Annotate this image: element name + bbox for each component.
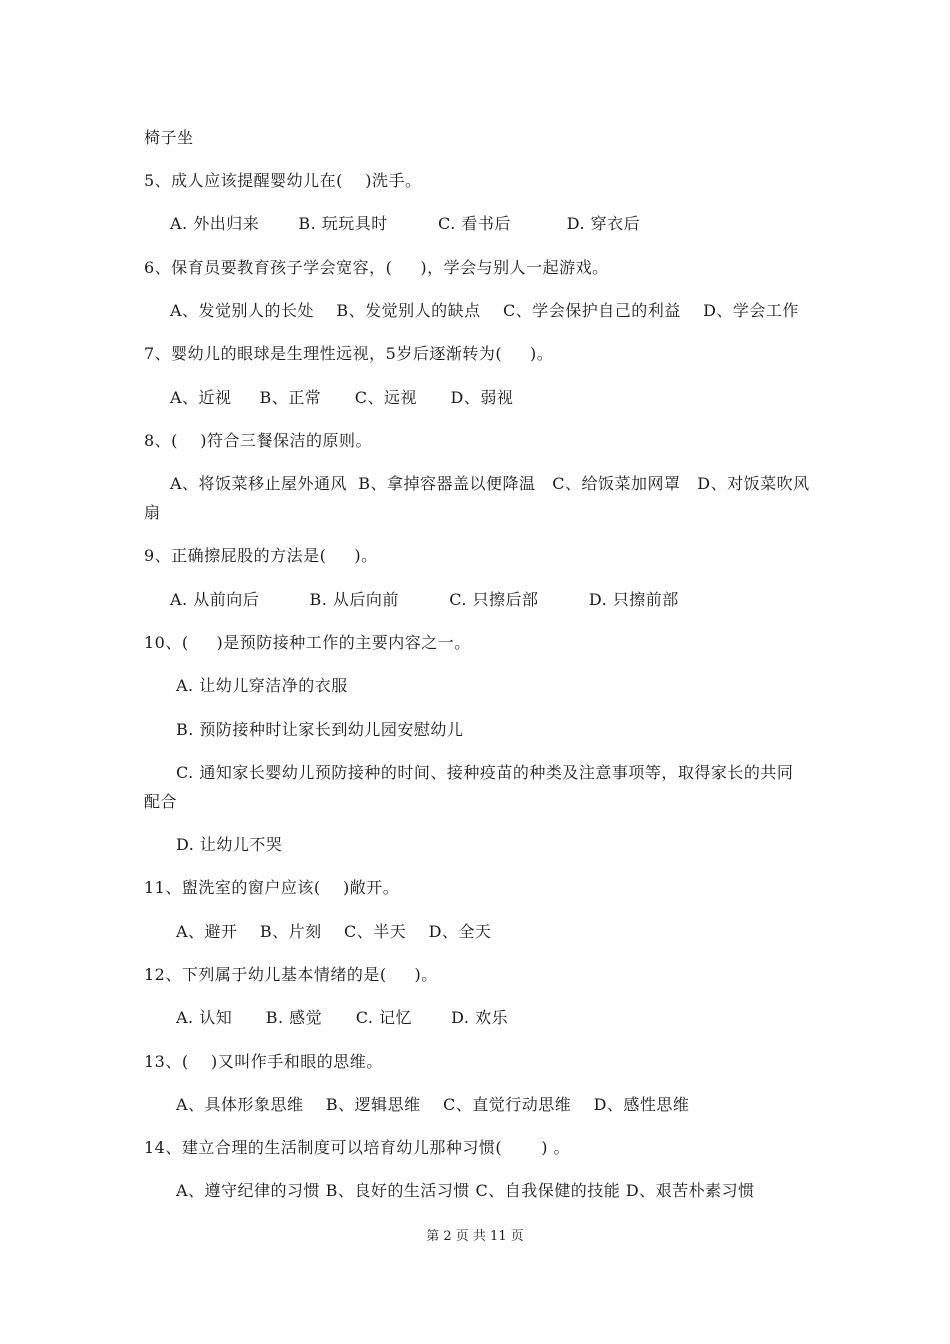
question-8-options: A、将饭菜移止屋外通风 B、拿掉容器盖以便降温 C、给饭菜加网罩 D、对饭菜吹风 — [170, 474, 810, 493]
question-7: 7、婴幼儿的眼球是生理性远视，5岁后逐渐转为( )。 — [144, 344, 554, 363]
question-14: 14、建立合理的生活制度可以培育幼儿那种习惯( ) 。 — [144, 1138, 571, 1157]
question-6: 6、保育员要教育孩子学会宽容，( )，学会与别人一起游戏。 — [144, 258, 609, 277]
question-12-options: A. 认知 B. 感觉 C. 记忆 D. 欢乐 — [176, 1008, 509, 1027]
question-10-option-c: C. 通知家长婴幼儿预防接种的时间、接种疫苗的种类及注意事项等，取得家长的共同 — [176, 763, 794, 782]
question-10-option-c-continued: 配合 — [144, 792, 178, 811]
question-10-option-a: A. 让幼儿穿洁净的衣服 — [176, 676, 348, 695]
question-14-options: A、遵守纪律的习惯 B、良好的生活习惯 C、自我保健的技能 D、艰苦朴素习惯 — [176, 1181, 755, 1200]
question-13-options: A、具体形象思维 B、逻辑思维 C、直觉行动思维 D、感性思维 — [176, 1095, 690, 1114]
question-9: 9、正确擦屁股的方法是( )。 — [144, 546, 378, 565]
question-12: 12、下列属于幼儿基本情绪的是( )。 — [144, 965, 438, 984]
question-11: 11、盥洗室的窗户应该( )敞开。 — [144, 878, 400, 897]
continued-text: 椅子坐 — [144, 128, 194, 147]
question-5-options: A. 外出归来 B. 玩玩具时 C. 看书后 D. 穿衣后 — [170, 214, 641, 233]
question-7-options: A、近视 B、正常 C、远视 D、弱视 — [170, 388, 514, 407]
question-5: 5、成人应该提醒婴幼儿在( )洗手。 — [144, 171, 422, 190]
page-footer: 第 2 页 共 11 页 — [426, 1229, 524, 1244]
question-11-options: A、避开 B、片刻 C、半天 D、全天 — [176, 922, 492, 941]
question-10: 10、( )是预防接种工作的主要内容之一。 — [144, 633, 471, 652]
question-10-option-b: B. 预防接种时让家长到幼儿园安慰幼儿 — [176, 720, 464, 739]
question-8-options-continued: 扇 — [144, 503, 161, 522]
question-13: 13、( )又叫作手和眼的思维。 — [144, 1052, 383, 1071]
question-6-options: A、发觉别人的长处 B、发觉别人的缺点 C、学会保护自己的利益 D、学会工作 — [170, 301, 799, 320]
question-9-options: A. 从前向后 B. 从后向前 C. 只擦后部 D. 只擦前部 — [170, 590, 679, 609]
question-8: 8、( )符合三餐保洁的原则。 — [144, 431, 373, 450]
question-10-option-d: D. 让幼儿不哭 — [176, 835, 283, 854]
